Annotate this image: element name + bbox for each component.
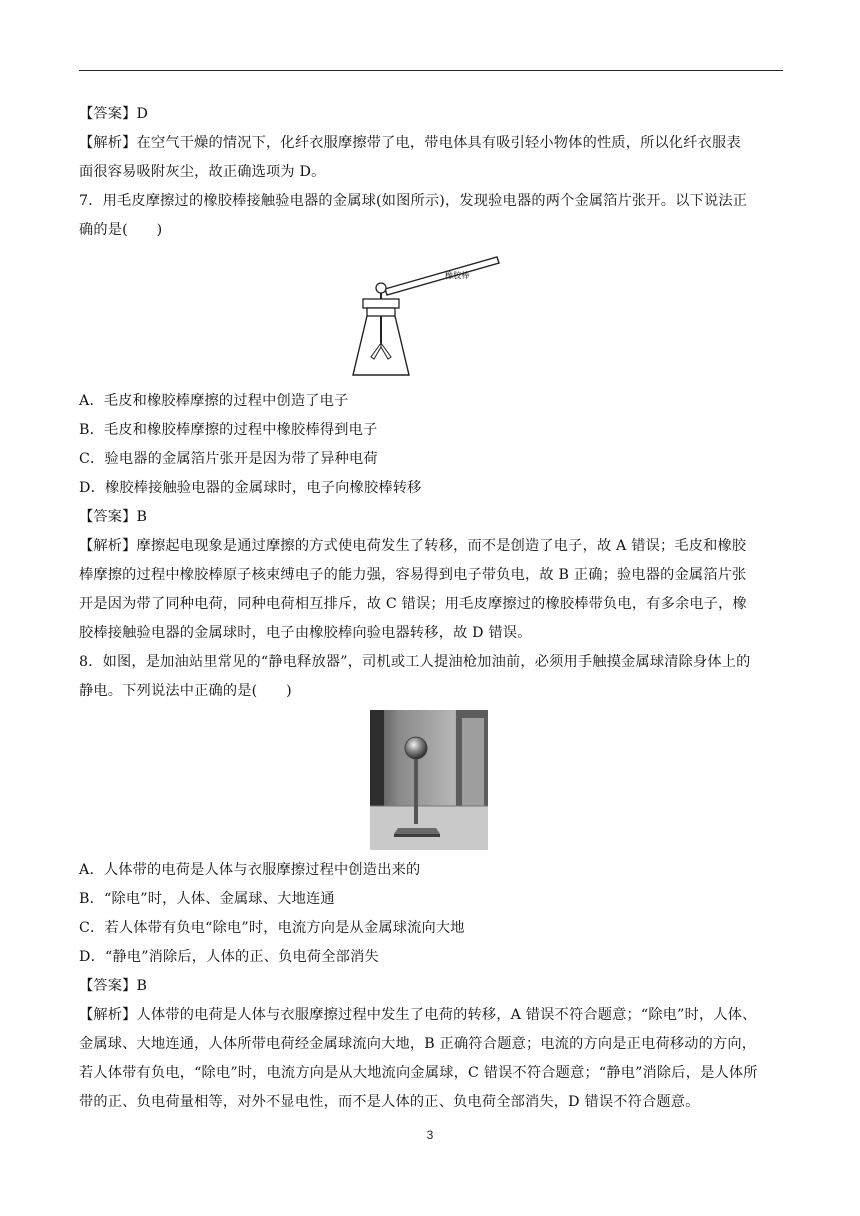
- q7-option-c: C．验电器的金属箔片张开是因为带了异种电荷: [79, 451, 378, 467]
- q6-analysis-line-2: 面很容易吸附灰尘，故正确选项为 D。: [79, 164, 326, 180]
- q6-answer: 【答案】D: [79, 106, 149, 122]
- q7-answer: 【答案】B: [79, 509, 148, 525]
- q8-stem-line-1: 8．如图，是加油站里常见的“静电释放器”，司机或工人提油枪加油前，必须用手触摸金属球清除身体上的: [79, 654, 751, 670]
- q7-option-b: B．毛皮和橡胶棒摩擦的过程中橡胶棒得到电子: [79, 422, 378, 438]
- q8-answer: 【答案】B: [79, 978, 148, 994]
- q8-analysis-line-4: 带的正、负电荷量相等，对外不显电性，而不是人体的正、负电荷全部消失，D 错误不符合题意。: [79, 1094, 700, 1110]
- q8-option-c: C．若人体带有负电“除电”时，电流方向是从金属球流向大地: [79, 920, 465, 936]
- header-rule: [79, 70, 783, 71]
- q7-option-a: A．毛皮和橡胶棒摩擦的过程中创造了电子: [79, 393, 349, 409]
- q6-analysis-line-1: 【解析】在空气干燥的情况下，化纤衣服摩擦带了电，带电体具有吸引轻小物体的性质，所以化纤衣服表: [79, 135, 741, 151]
- q8-stem-line-2: 静电。下列说法中正确的是( ): [79, 683, 292, 699]
- q7-stem-line-2: 确的是( ): [79, 222, 163, 238]
- q7-stem-line-1: 7．用毛皮摩擦过的橡胶棒接触验电器的金属球(如图所示)，发现验电器的两个金属箔片张开。以下说法正: [79, 193, 748, 209]
- electroscope-figure: [349, 251, 529, 379]
- q7-analysis-line-2: 棒摩擦的过程中橡胶棒原子核束缚电子的能力强，容易得到电子带负电，故 B 正确；验电器的金属箔片张: [79, 567, 747, 583]
- rubber-rod-label: 橡胶棒: [445, 271, 470, 280]
- q7-analysis-line-1: 【解析】摩擦起电现象是通过摩擦的方式使电荷发生了转移，而不是创造了电子，故 A 错误；毛皮和橡胶: [79, 538, 747, 554]
- q8-option-d: D．“静电”消除后，人体的正、负电荷全部消失: [79, 949, 379, 965]
- page-number: 3: [426, 1128, 434, 1142]
- q7-figure-block: [79, 245, 783, 387]
- q7-analysis-line-3: 开是因为带了同种电荷，同种电荷相互排斥，故 C 错误；用毛皮摩擦过的橡胶棒带负电，有多余电子，橡: [79, 596, 747, 612]
- q8-option-a: A．人体带的电荷是人体与衣服摩擦过程中创造出来的: [79, 862, 421, 878]
- q7-analysis-line-4: 胶棒接触验电器的金属球时，电子由橡胶棒向验电器转移，故 D 错误。: [79, 625, 532, 641]
- static-discharger-photo: [370, 710, 488, 850]
- q8-analysis-line-3: 若人体带有负电，“除电”时，电流方向是从大地流向金属球，C 错误不符合题意；“静电”消除后，是人体所: [79, 1065, 758, 1081]
- document-body: [79, 100, 783, 1117]
- q8-figure-block: [79, 706, 783, 856]
- q7-option-d: D．橡胶棒接触验电器的金属球时，电子向橡胶棒转移: [79, 480, 422, 496]
- q8-analysis-line-1: 【解析】人体带的电荷是人体与衣服摩擦过程中发生了电荷的转移，A 错误不符合题意；“除电”时，人体、: [79, 1007, 757, 1023]
- q8-option-b: B．“除电”时，人体、金属球、大地连通: [79, 891, 335, 907]
- q8-analysis-line-2: 金属球、大地连通，人体所带电荷经金属球流向大地，B 正确符合题意；电流的方向是正电荷移动的方向，: [79, 1036, 757, 1052]
